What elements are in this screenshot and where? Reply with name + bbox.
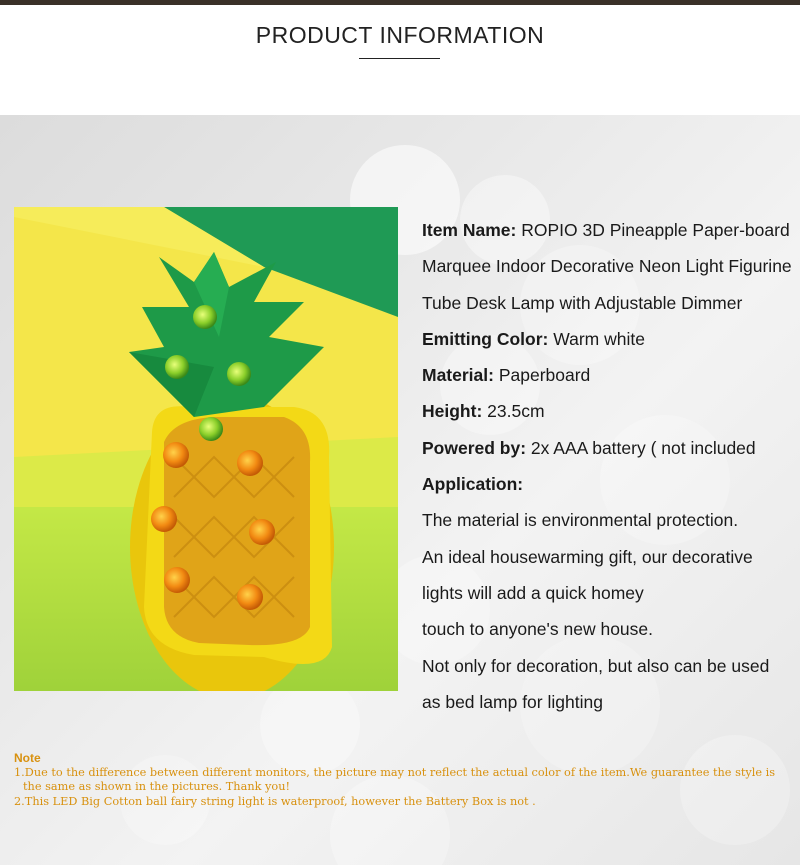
page-title: PRODUCT INFORMATION [255,22,545,48]
note-line: 2.This LED Big Cotton ball fairy string light is waterproof, however the Battery Box is not . [14,794,536,808]
spec-emitting-color [422,321,792,357]
material-label: Material: [422,365,494,386]
spec-item-name [422,212,792,321]
application-line: The material is environmental protection. [422,510,739,531]
height-value: 23.5cm [482,401,545,422]
product-specs [422,212,792,720]
note-line: 1.Due to the difference between different monitors, the picture may not reflect the actual color of the item.We guarantee the style is the same as shown in the pictures. Thank you! [14,765,776,793]
spec-material [422,357,792,393]
emitting-color-label: Emitting Color: [422,328,549,349]
item-name-label: Item Name: [422,220,517,240]
powered-by-value: 2x AAA battery ( not included [526,437,756,458]
height-label: Height: [422,401,483,422]
powered-by-label: Powered by: [422,437,527,458]
title-underline [359,58,440,59]
application-line: An ideal housewarming gift, our decorative lights will add a quick homey [422,546,753,603]
spec-powered-by [422,430,792,466]
spec-application [422,466,792,502]
application-line: Not only for decoration, but also can be used as bed lamp for lighting [422,655,770,712]
note-title: Note [14,751,41,765]
section-header [0,5,800,115]
material-value: Paperboard [493,365,591,386]
note-section [14,751,794,809]
pineapple-lamp-photo [14,207,398,691]
application-line: touch to anyone's new house. [422,619,654,640]
spec-height [422,393,792,429]
application-label: Application: [422,474,524,495]
emitting-color-value: Warm white [548,328,645,349]
item-name-value: ROPIO 3D Pineapple Paper-board Marquee Indoor Decorative Neon Light Figurine Tube Desk Lamp with Adjustable Dimmer [422,220,792,313]
